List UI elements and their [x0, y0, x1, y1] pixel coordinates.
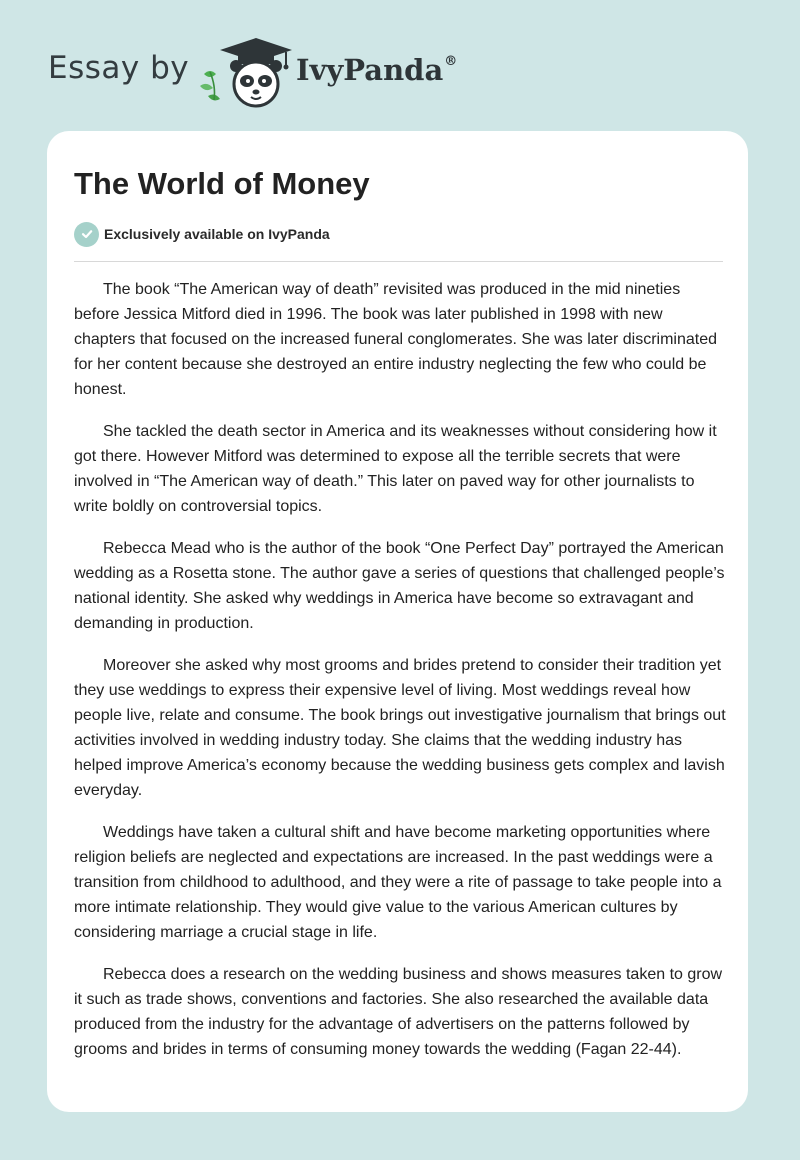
- paragraph: Weddings have taken a cultural shift and have become marketing opportunities where religion beliefs are neglected and expectations are increased. In the past weddings were a transition from childhood to adulthood, and they were a rite of passage to take people into a more intimate relationship. They would give value to the various American cultures by considering marriage a crucial stage in life.: [74, 824, 722, 941]
- essay-card: [47, 131, 748, 1112]
- divider: [74, 261, 723, 262]
- brand-name[interactable]: [296, 53, 457, 87]
- paragraph: Moreover she asked why most grooms and brides pretend to consider their tradition yet they use weddings to express their expensive level of living. Most weddings reveal how people live, relate and consume. The book brings out investigative journalism that brings out activities involved in wedding industry today. She claims that the wedding industry has helped improve America’s economy because the wedding business gets complex and lavish everyday.: [74, 657, 726, 799]
- site-header: [48, 30, 748, 110]
- registered-mark: ®: [444, 54, 458, 70]
- brand-text: IvyPanda: [296, 53, 444, 87]
- ivy-leaf-icon: [200, 84, 213, 90]
- paragraph: Rebecca does a research on the wedding business and shows measures taken to grow it such as trade shows, conventions and factories. She also researched the available data produced from the industry for the advantage of advertisers on the patterns followed by grooms and brides in terms of consuming money towards the wedding (Fagan 22-44).: [74, 966, 723, 1058]
- panda-logo-icon[interactable]: [198, 34, 294, 110]
- badge-label: Exclusively available on IvyPanda: [104, 226, 330, 242]
- paragraph: The book “The American way of death” revisited was produced in the mid nineties before Jessica Mitford died in 1996. The book was later published in 1998 with new chapters that focused on the increased funeral conglomerates. She was later discriminated for her content because she destroyed an entire industry neglecting the few who could be honest.: [74, 281, 718, 398]
- check-circle-icon: [74, 222, 99, 247]
- exclusive-badge: [74, 221, 330, 247]
- paragraph: She tackled the death sector in America and its weaknesses without considering how it got there. However Mitford was determined to expose all the terrible secrets that were involved in “The American way of death.” This later on paved way for other journalists to write boldly on controversial topics.: [74, 423, 717, 515]
- page-title: The World of Money: [74, 166, 370, 201]
- essay-body: [74, 277, 726, 1079]
- paragraph: Rebecca Mead who is the author of the book “One Perfect Day” portrayed the American wedding as a Rosetta stone. The author gave a series of questions that challenged people’s national identity. She asked why weddings in America have become so extravagant and demanding in production.: [74, 540, 725, 632]
- essay-by-label: Essay by: [48, 50, 190, 86]
